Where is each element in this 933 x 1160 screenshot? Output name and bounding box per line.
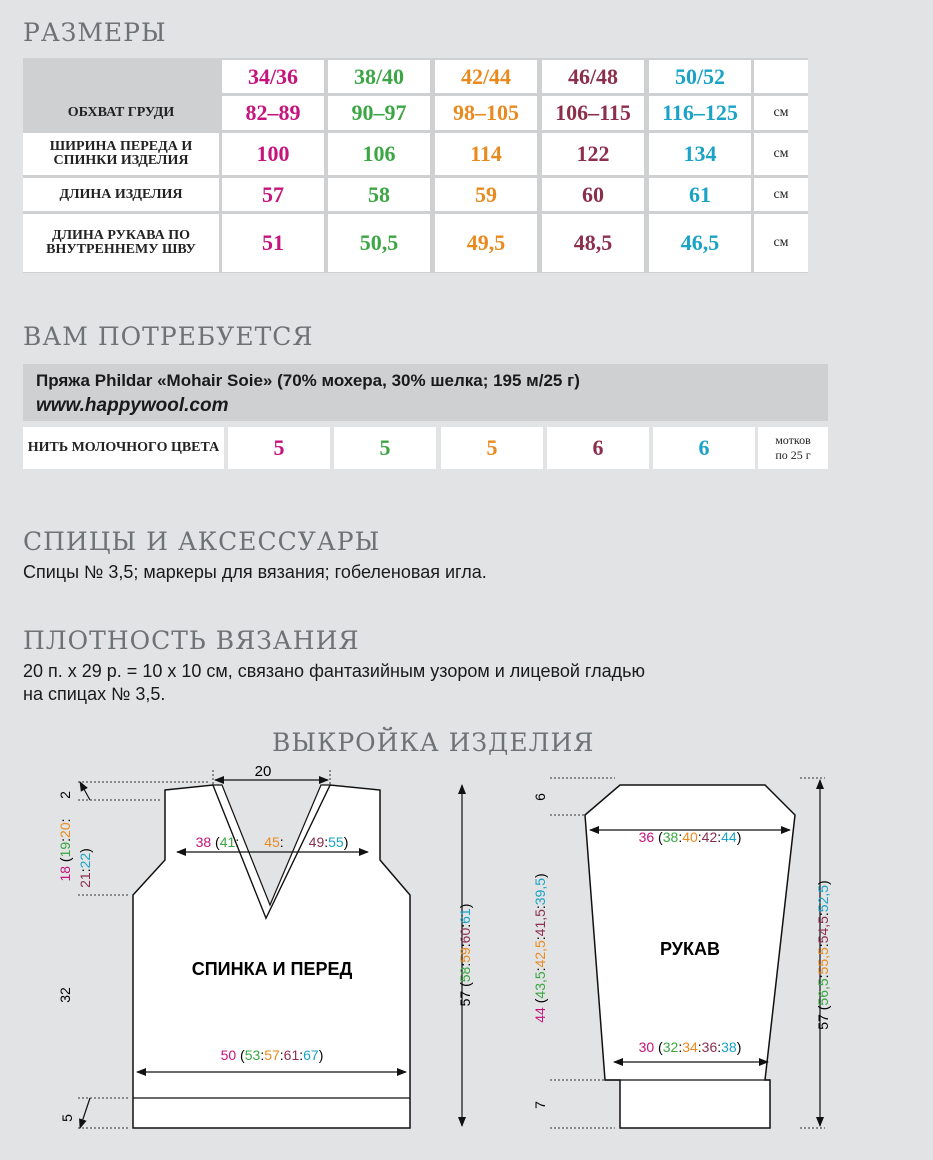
row-4-value-3: 49,5 (435, 214, 537, 272)
gauge-line1: 20 п. х 29 р. = 10 х 10 см, связано фантазийным узором и лицевой гладью (23, 661, 645, 681)
row-label-1: ОБХВАТ ГРУДИ (67, 105, 175, 120)
size-header-5: 50/52 (649, 60, 751, 93)
row-1-value-2: 90–97 (328, 96, 430, 130)
row-label-3: ДЛИНА ИЗДЕЛИЯ (23, 178, 219, 211)
row-1-value-5: 116–125 (649, 96, 751, 130)
size-header-3: 42/44 (435, 60, 537, 93)
sleeve-total-label: 57 (56,5:55,5:54,5:52,5) (815, 880, 831, 1030)
row-1-value-1: 82–89 (222, 96, 324, 130)
row-3-unit: см (754, 178, 808, 211)
row-2-value-3: 114 (435, 133, 537, 175)
pattern-title: ВЫКРОЙКА ИЗДЕЛИЯ (272, 728, 595, 757)
row-4-value-1: 51 (222, 214, 324, 272)
chest-label: 38 (41: 45: 49:55) (195, 834, 349, 850)
row-2-value-1: 100 (222, 133, 324, 175)
sleeve-label: РУКАВ (660, 939, 720, 959)
size-header-1: 34/36 (222, 60, 324, 93)
neck-width-label: 20 (254, 763, 272, 780)
body-label: СПИНКА И ПЕРЕД (191, 959, 353, 979)
lower-height-label: 32 (57, 987, 73, 1003)
row-2-value-5: 134 (649, 133, 751, 175)
materials-value-2: 5 (334, 427, 436, 469)
materials-value-1: 5 (228, 427, 330, 469)
needles-title: СПИЦЫ И АКСЕССУАРЫ (23, 527, 381, 556)
cuff-height-label: 7 (532, 1101, 548, 1109)
gauge-line2: на спицах № 3,5. (23, 684, 166, 704)
size-header-2: 38/40 (328, 60, 430, 93)
yarn-brand: Phildar «Mohair Soie» (94, 371, 273, 390)
materials-value-4: 6 (547, 427, 649, 469)
row-label-4: ДЛИНА РУКАВА ПО ВНУТРЕННЕМУ ШВУ (23, 214, 219, 272)
row-4-unit: см (754, 214, 808, 272)
row-1-value-3: 98–105 (435, 96, 537, 130)
row-1-unit: см (754, 96, 808, 130)
materials-title: ВАМ ПОТРЕБУЕТСЯ (23, 322, 314, 351)
cap-height-label: 6 (532, 793, 548, 801)
row-4-value-4: 48,5 (542, 214, 644, 272)
row-4-value-2: 50,5 (328, 214, 430, 272)
armhole-label-2: 21:22) (77, 848, 93, 888)
gauge-title: ПЛОТНОСТЬ ВЯЗАНИЯ (23, 626, 360, 655)
row-2-unit: см (754, 133, 808, 175)
row-3-value-3: 59 (435, 178, 537, 211)
needles-text: Спицы № 3,5; маркеры для вязания; гобеленовая игла. (23, 562, 487, 582)
row-2-value-2: 106 (328, 133, 430, 175)
sizes-title: РАЗМЕРЫ (23, 18, 167, 47)
shoulder-depth-label: 2 (57, 791, 73, 799)
materials-value-5: 6 (653, 427, 755, 469)
body-length-label: 57 (58:59:60:61) (457, 903, 473, 1007)
sleeve-top-label: 36 (38:40:42:44) (638, 829, 742, 845)
size-header-4: 46/48 (542, 60, 644, 93)
row-4-value-5: 46,5 (649, 214, 751, 272)
row-2-value-4: 122 (542, 133, 644, 175)
materials-unit-line2: по 25 г (775, 448, 811, 462)
materials-value-3: 5 (441, 427, 543, 469)
row-3-value-4: 60 (542, 178, 644, 211)
sleeve-cuff-label: 30 (32:34:36:38) (638, 1039, 742, 1055)
armhole-label: 18 (19:20: (57, 818, 73, 882)
row-3-value-2: 58 (328, 178, 430, 211)
row-1-value-4: 106–115 (542, 96, 644, 130)
rib-height-label: 5 (59, 1114, 75, 1122)
materials-row-label: НИТЬ МОЛОЧНОГО ЦВЕТА (23, 427, 224, 469)
row-label-2: ШИРИНА ПЕРЕДА И СПИНКИ ИЗДЕЛИЯ (23, 133, 219, 175)
yarn-website: www.happywool.com (36, 395, 229, 416)
row-3-value-5: 61 (649, 178, 751, 211)
yarn-details: (70% мохера, 30% шелка; 195 м/25 г) (272, 371, 580, 390)
sleeve-body-label: 44 (43,5:42,5:41,5:39,5) (532, 873, 548, 1023)
row-3-value-1: 57 (222, 178, 324, 211)
materials-unit-line1: мотков (775, 433, 811, 447)
body-width-label: 50 (53:57:61:67) (220, 1047, 324, 1063)
yarn-prefix: Пряжа (36, 371, 95, 390)
